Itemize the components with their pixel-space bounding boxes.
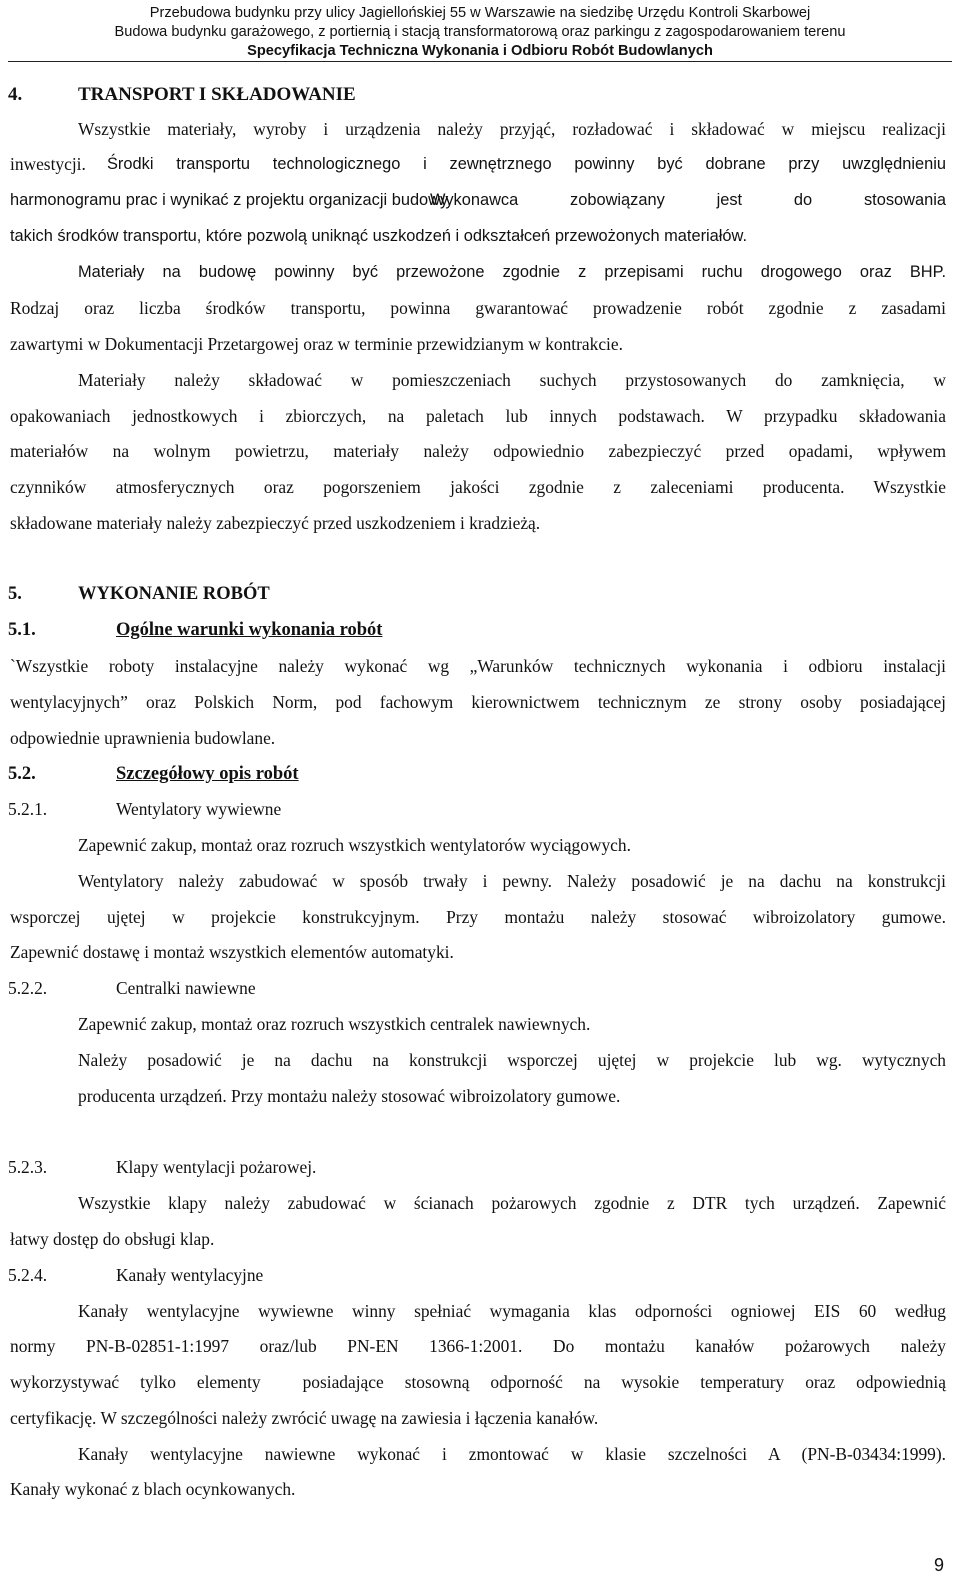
section-5-2-number: 5.2. [8,764,36,784]
s524-line-2: normy PN-B-02851-1:1997 oraz/lub PN-EN 1366-1:2001. Do montażu kanałów pożarowych należy [10,1336,946,1356]
s4-line-5: Wykonawca zobowiązany jest do stosowania [430,191,946,209]
section-5-2-4-number: 5.2.4. [8,1265,48,1285]
section-5-2-3-title: Klapy wentylacji pożarowej. [116,1157,317,1177]
section-5-2-1-number: 5.2.1. [8,799,48,819]
section-5-2-3-number: 5.2.3. [8,1157,48,1177]
header-line-1: Przebudowa budynku przy ulicy Jagiellońskiej 55 w Warszawie na siedzibę Urzędu Kontroli Skarbowej [149,5,811,21]
s4-line-14: składowane materiały należy zabezpieczyć przed uszkodzeniem i kradzieżą. [10,513,541,533]
section-5-1-title: Ogólne warunki wykonania robót [116,620,383,640]
s521-line-4: Zapewnić dostawę i montaż wszystkich elementów automatyki. [10,942,454,962]
section-4-title: TRANSPORT I SKŁADOWANIE [78,84,356,105]
s523-line-2: łatwy dostęp do obsługi klap. [10,1229,215,1249]
s4-line-2: inwestycji. [10,154,86,174]
section-5-2-4-title: Kanały wentylacyjne [116,1265,264,1285]
s4-line-11: opakowaniach jednostkowych i zbiorczych, na paletach lub innych podstawach. W przypadku składowania [10,406,946,426]
s522-line-2: Należy posadowić je na dachu na konstrukcji wsporczej ujętej w projekcie lub wg. wytycznych [78,1050,946,1070]
section-5-1-number: 5.1. [8,620,36,640]
s521-line-3: wsporczej ujętej w projekcie konstrukcyjnym. Przy montażu należy stosować wibroizolatory gumowe. [10,907,946,927]
section-5-title: WYKONANIE ROBÓT [78,584,270,604]
s4-line-13: czynników atmosferycznych oraz pogorszeniem jakości zgodnie z zaleceniami producenta. Wszystkie [10,477,946,497]
s524-line-4: certyfikację. W szczególności należy zwrócić uwagę na zawiesia i łączenia kanałów. [10,1408,599,1428]
s51-line-1: `Wszystkie roboty instalacyjne należy wykonać wg „Warunków technicznych wykonania i odbioru instalacji [10,656,946,676]
header-line-3: Specyfikacja Techniczna Wykonania i Odbioru Robót Budowlanych [247,43,713,59]
section-5-number: 5. [8,584,22,604]
s4-line-7: Materiały na budowę powinny być przewożone zgodnie z przepisami ruchu drogowego oraz BHP. [78,263,946,281]
section-5-2-2-title: Centralki nawiewne [116,978,256,998]
s51-line-2: wentylacyjnych” oraz Polskich Norm, pod fachowym kierownictwem technicznym ze strony osoby posiadającej [10,692,946,712]
s524-line-5: Kanały wentylacyjne nawiewne wykonać i zmontować w klasie szczelności A (PN-B-03434:1999). [78,1444,946,1464]
document-header [0,4,960,61]
s4-line-6: takich środków transportu, które pozwolą uniknąć uszkodzeń i odkształceń przewożonych materiałów. [10,227,748,245]
s4-line-8: Rodzaj oraz liczba środków transportu, powinna gwarantować prowadzenie robót zgodnie z zasadami [10,298,946,318]
section-4-number: 4. [8,84,23,105]
s524-line-3: wykorzystywać tylko elementy posiadające stosowną odporność na wysokie temperatury oraz odpowiednią [10,1372,946,1392]
section-5-2-1-title: Wentylatory wywiewne [116,799,282,819]
s4-line-3: Środki transportu technologicznego i zewnętrznego powinny być dobrane przy uwzględnieniu [107,155,946,173]
s4-line-4: harmonogramu prac i wynikać z projektu organizacji budowy. [10,191,452,209]
s524-line-6: Kanały wykonać z blach ocynkowanych. [10,1479,296,1499]
s4-line-12: materiałów na wolnym powietrzu, materiały należy odpowiednio zabezpieczyć przed opadami, wpływem [10,441,946,461]
s522-line-3: producenta urządzeń. Przy montażu należy stosować wibroizolatory gumowe. [78,1086,621,1106]
s523-line-1: Wszystkie klapy należy zabudować w ścianach pożarowych zgodnie z DTR tych urządzeń. Zapewnić [78,1193,946,1213]
s51-line-3: odpowiednie uprawnienia budowlane. [10,728,276,748]
s4-line-9: zawartymi w Dokumentacji Przetargowej oraz w terminie przewidzianym w kontrakcie. [10,334,623,354]
s4-line-1: Wszystkie materiały, wyroby i urządzenia należy przyjąć, rozładować i składować w miejscu realizacji [78,119,946,139]
s522-line-1: Zapewnić zakup, montaż oraz rozruch wszystkich centralek nawiewnych. [78,1014,591,1034]
section-5-2-title: Szczegółowy opis robót [116,764,299,784]
s524-line-1: Kanały wentylacyjne wywiewne winny spełniać wymagania klas odporności ogniowej EIS 60 według [78,1301,946,1321]
page-number: 9 [933,1555,944,1575]
header-line-2: Budowa budynku garażowego, z portiernią i stacją transformatorową oraz parkingu z zagospodarowaniem terenu [114,24,846,40]
header-divider [8,61,952,62]
section-5-2-2-number: 5.2.2. [8,978,48,998]
s521-line-2: Wentylatory należy zabudować w sposób trwały i pewny. Należy posadowić je na dachu na konstrukcji [78,871,946,891]
s521-line-1: Zapewnić zakup, montaż oraz rozruch wszystkich wentylatorów wyciągowych. [78,835,631,855]
s4-line-10: Materiały należy składować w pomieszczeniach suchych przystosowanych do zamknięcia, w [78,370,946,390]
